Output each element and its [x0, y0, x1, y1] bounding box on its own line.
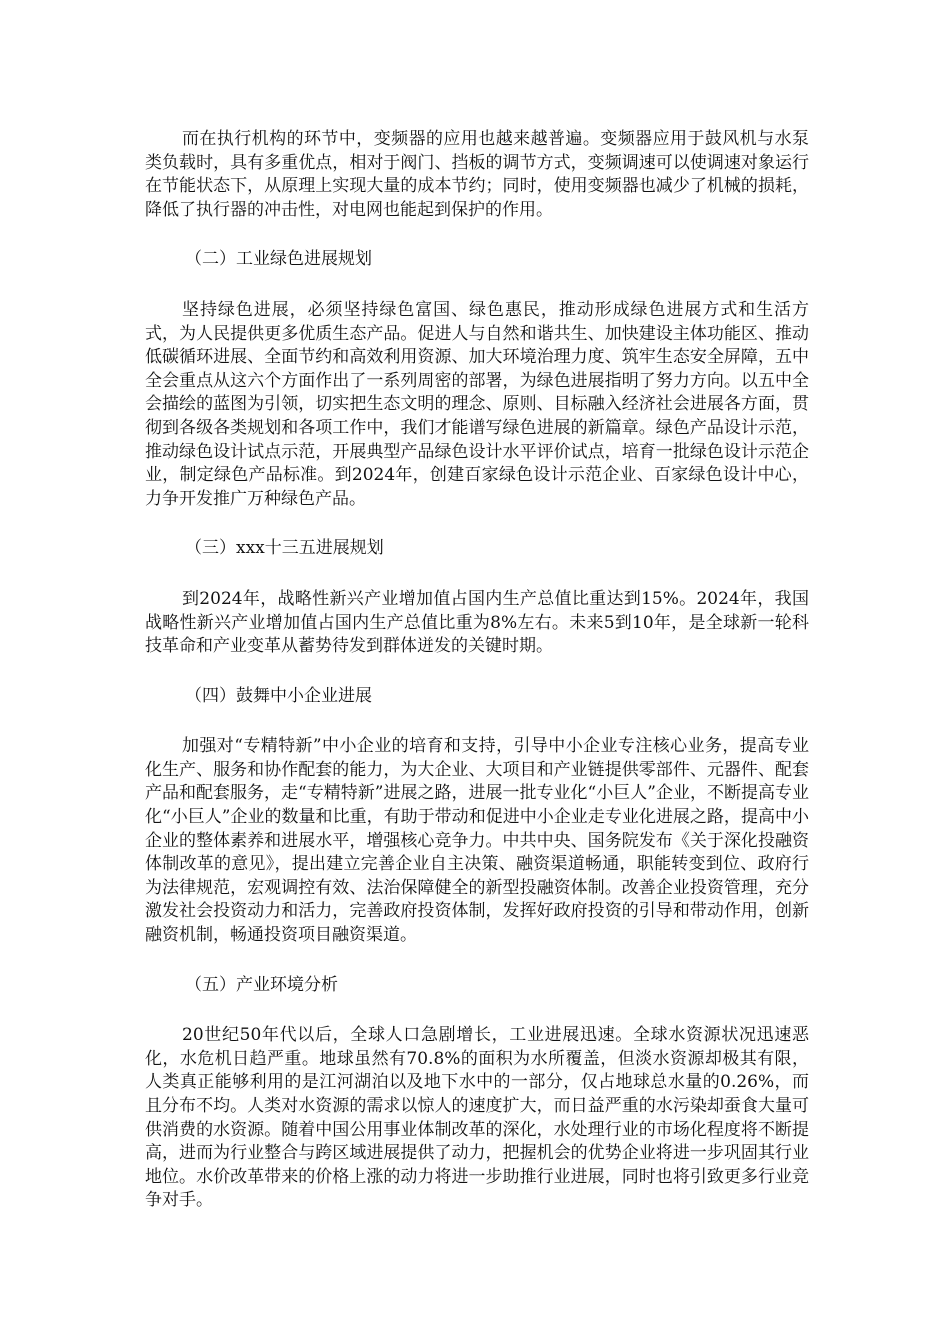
paragraph-strategic-industries: 到2024年，战略性新兴产业增加值占国内生产总值比重达到15%。2024年，我国战略性新兴产业增加值占国内生产总值比重为8%左右。未来5到10年，是全球新一轮科技革命和产业变革从蓄势待发到群体迸发的关键时期。 [145, 588, 809, 657]
paragraph-water-resources: 20世纪50年代以后，全球人口急剧增长，工业进展迅速。全球水资源状况迅速恶化，水危机日趋严重。地球虽然有70.8%的面积为水所覆盖，但淡水资源却极其有限，人类真正能够利用的是江河湖泊以及地下水中的一部分，仅占地球总水量的0.26%，而且分布不均。人类对水资源的需求以惊人的速度扩大，而日益严重的水污染却蚕食大量可供消费的水资源。随着中国公用事业体制改革的深化，水处理行业的市场化程度将不断提高，进而为行业整合与跨区域进展提供了动力，把握机会的优势企业将进一步巩固其行业地位。水价改革带来的价格上涨的动力将进一步助推行业进展，同时也将引致更多行业竞争对手。 [145, 1025, 809, 1211]
paragraph-sme: 加强对“专精特新”中小企业的培育和支持，引导中小企业专注核心业务，提高专业化生产、服务和协作配套的能力，为大企业、大项目和产业链提供零部件、元器件、配套产品和配套服务，走“专精特新”进展之路，进展一批专业化“小巨人”企业，不断提高专业化“小巨人”企业的数量和比重，有助于带动和促进中小企业走专业化进展之路，提高中小企业的整体素养和进展水平，增强核心竞争力。中共中央、国务院发布《关于深化投融资体制改革的意见》，提出建立完善企业自主决策、融资渠道畅通，职能转变到位、政府行为法律规范，宏观调控有效、法治保障健全的新型投融资体制。改善企业投资管理，充分激发社会投资动力和活力，完善政府投资体制，发挥好政府投资的引导和带动作用，创新融资机制，畅通投资项目融资渠道。 [145, 736, 809, 946]
heading-sme-development: （四）鼓舞中小企业进展 [185, 685, 372, 706]
paragraph-green-development: 坚持绿色进展，必须坚持绿色富国、绿色惠民，推动形成绿色进展方式和生活方式，为人民提供更多优质生态产品。促进人与自然和谐共生、加快建设主体功能区、推动低碳循环进展、全面节约和高效利用资源、加大环境治理力度、筑牢生态安全屏障，五中全会重点从这六个方面作出了一系列周密的部署，为绿色进展指明了努力方向。以五中全会描绘的蓝图为引领，切实把生态文明的理念、原则、目标融入经济社会进展各方面，贯彻到各级各类规划和各项工作中，我们才能谱写绿色进展的新篇章。绿色产品设计示范，推动绿色设计试点示范，开展典型产品绿色设计水平评价试点，培育一批绿色设计示范企业，制定绿色产品标准。到2024年，创建百家绿色设计示范企业、百家绿色设计中心，力争开发推广万种绿色产品。 [145, 299, 809, 509]
heading-industrial-green: （二）工业绿色进展规划 [185, 249, 372, 270]
heading-industry-environment: （五）产业环境分析 [185, 974, 338, 995]
paragraph-inverter: 而在执行机构的环节中，变频器的应用也越来越普遍。变频器应用于鼓风机与水泵类负载时，具有多重优点，相对于阀门、挡板的调节方式，变频调速可以使调速对象运行在节能状态下，从原理上实现大量的成本节约；同时，使用变频器也减少了机械的损耗，降低了执行器的冲击性，对电网也能起到保护的作用。 [145, 129, 809, 220]
heading-13th-five-year: （三）xxx十三五进展规划 [185, 538, 384, 559]
document-page [145, 128, 809, 1239]
